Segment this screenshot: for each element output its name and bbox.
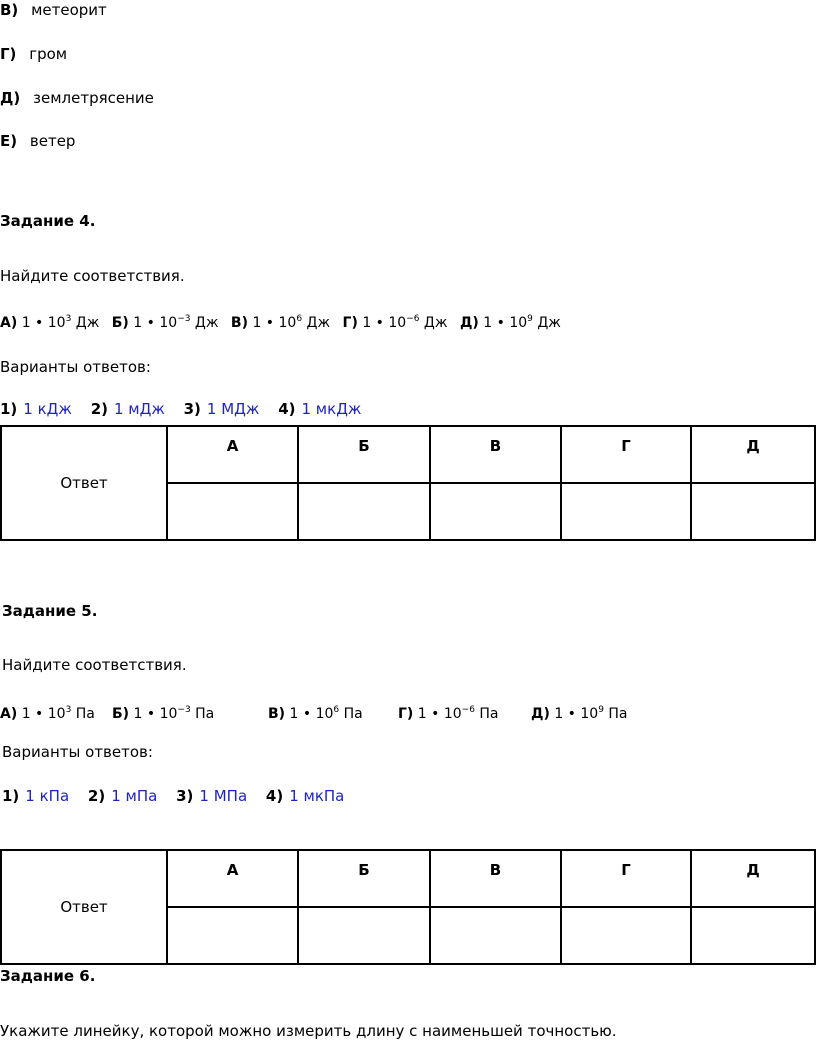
task5-variants-label: Варианты ответов: <box>2 743 153 761</box>
variant-text: 1 мДж <box>113 400 165 418</box>
variant-text: 1 кПа <box>25 787 70 805</box>
variant-text: 1 мПа <box>111 787 158 805</box>
task6-title: Задание 6. <box>0 967 96 985</box>
variant-text: 1 кДж <box>23 400 72 418</box>
answer-cell-a[interactable] <box>167 907 298 964</box>
table-header-a: А <box>167 426 298 483</box>
variant-num: 3) <box>183 400 201 418</box>
task5-variants <box>2 786 344 806</box>
variant-text: 1 МПа <box>199 787 248 805</box>
answer-cell-v[interactable] <box>430 907 561 964</box>
answer-cell-d[interactable] <box>691 483 815 540</box>
task4-answer-table <box>0 425 816 541</box>
variant-num: 1) <box>2 787 20 805</box>
option-letter: Е) <box>0 132 18 150</box>
option-text: землетрясение <box>33 89 154 107</box>
answer-cell-a[interactable] <box>167 483 298 540</box>
option-v <box>0 0 107 20</box>
table-header-v: В <box>430 850 561 907</box>
variant-num: 2) <box>90 400 108 418</box>
table-header-d: Д <box>691 426 815 483</box>
table-header-g: Г <box>561 850 691 907</box>
variant-text: 1 мкПа <box>289 787 345 805</box>
task6-instruction: Укажите линейку, которой можно измерить длину с наименьшей точностью. <box>0 1022 617 1040</box>
answer-cell-b[interactable] <box>298 483 430 540</box>
answer-cell-b[interactable] <box>298 907 430 964</box>
task4-title: Задание 4. <box>0 212 96 230</box>
variant-num: 4) <box>278 400 296 418</box>
table-header-b: Б <box>298 850 430 907</box>
option-text: гром <box>29 45 68 63</box>
item-v: В) 1 • $10^6$ Па <box>268 705 363 722</box>
task4-instruction: Найдите соответствия. <box>0 267 185 285</box>
option-text: ветер <box>29 132 76 150</box>
item-g: Г) 1 • $10^{-6}$ Па <box>398 705 499 722</box>
task5-answer-table <box>0 849 816 965</box>
item-d: Д) 1 • $10^9$ Па <box>531 705 628 722</box>
option-letter: В) <box>0 1 19 19</box>
answer-row-label: Ответ <box>1 850 167 964</box>
task5-instruction: Найдите соответствия. <box>2 656 187 674</box>
variant-num: 3) <box>176 787 194 805</box>
option-d <box>0 88 154 108</box>
option-text: метеорит <box>31 1 107 19</box>
task5-title: Задание 5. <box>2 602 98 620</box>
item-b: Б) 1 • $10^{-3}$ Па <box>112 705 215 722</box>
item-v: В) 1 • $10^6$ Дж <box>230 314 331 331</box>
task4-variants-label: Варианты ответов: <box>0 358 151 376</box>
table-header-v: В <box>430 426 561 483</box>
table-header-a: А <box>167 850 298 907</box>
answer-cell-d[interactable] <box>691 907 815 964</box>
task4-variants <box>0 399 361 419</box>
option-letter: Д) <box>0 89 21 107</box>
variant-text: 1 мкДж <box>301 400 362 418</box>
variant-text: 1 МДж <box>206 400 260 418</box>
item-b: Б) 1 • $10^{-3}$ Дж <box>111 314 219 331</box>
task4-items <box>0 309 561 333</box>
option-letter: Г) <box>0 45 17 63</box>
variant-num: 4) <box>265 787 284 805</box>
variant-num: 2) <box>87 787 106 805</box>
item-d: Д) 1 • $10^9$ Дж <box>459 314 561 331</box>
variant-num: 1) <box>0 400 18 418</box>
item-a: А) 1 • $10^3$ Дж <box>0 314 100 331</box>
item-a: А) 1 • $10^3$ Па <box>0 705 95 722</box>
answer-row-label: Ответ <box>1 426 167 540</box>
item-g: Г) 1 • $10^{-6}$ Дж <box>342 314 448 331</box>
answer-cell-v[interactable] <box>430 483 561 540</box>
table-header-b: Б <box>298 426 430 483</box>
option-g <box>0 44 67 64</box>
answer-cell-g[interactable] <box>561 907 691 964</box>
table-header-d: Д <box>691 850 815 907</box>
option-e <box>0 131 75 151</box>
table-header-g: Г <box>561 426 691 483</box>
answer-cell-g[interactable] <box>561 483 691 540</box>
